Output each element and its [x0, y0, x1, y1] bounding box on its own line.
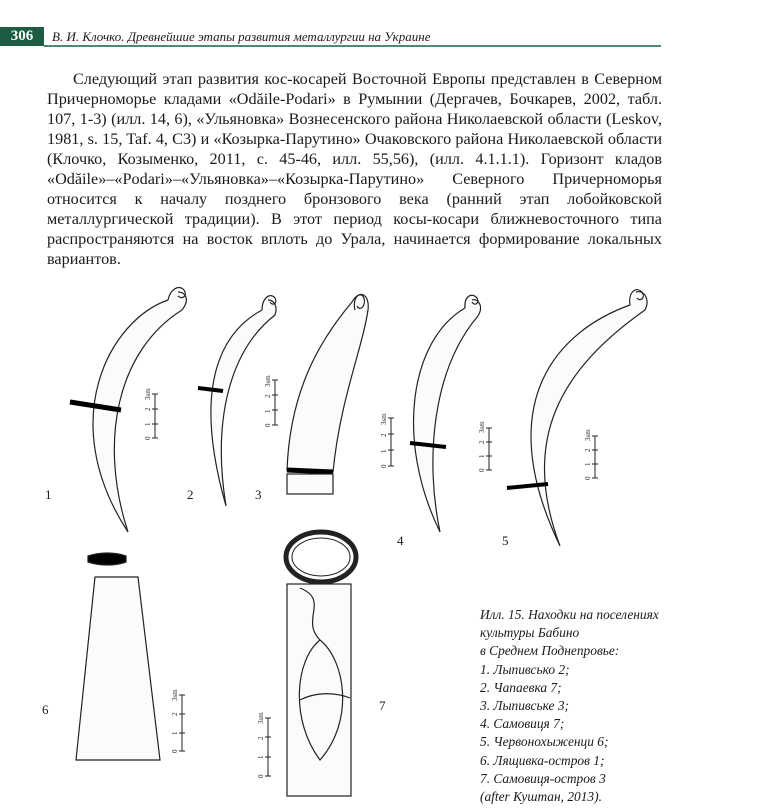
- axe-6-drawing: [76, 553, 160, 760]
- header-rule: [44, 45, 661, 47]
- scale-label: 2: [264, 394, 272, 398]
- scale-label: 3sm: [171, 689, 179, 701]
- scale-label: 1: [478, 454, 486, 458]
- scale-label: 3sm: [257, 712, 265, 724]
- socket-7-drawing: [286, 532, 356, 796]
- scale-label: 0: [584, 476, 592, 480]
- scale-label: 1: [171, 731, 179, 735]
- caption-line: 4. Самовиця 7;: [480, 716, 565, 732]
- caption-line: Илл. 15. Находки на поселениях: [480, 607, 659, 622]
- scale-label: 3sm: [144, 388, 152, 400]
- scale-label: 0: [144, 436, 152, 440]
- scale-label: 1: [584, 462, 592, 466]
- scale-label: 2: [144, 407, 152, 411]
- figure-label-2: 2: [187, 487, 194, 502]
- scale-label: 3sm: [584, 429, 592, 441]
- caption-line: 5. Червонохыженци 6;: [480, 734, 609, 750]
- running-title: В. И. Клочко. Древнейшие этапы развития металлургии на Украине: [52, 29, 431, 44]
- scale-label: 2: [478, 440, 486, 444]
- scale-label: 0: [380, 464, 388, 468]
- figure-label-7: 7: [379, 698, 386, 713]
- scale-label: 0: [478, 468, 486, 472]
- scale-label: 1: [264, 409, 272, 413]
- figure-label-3: 3: [255, 487, 262, 502]
- sickle-2-drawing: [198, 296, 276, 506]
- figure-label-5: 5: [502, 533, 509, 548]
- scale-label: 0: [257, 774, 265, 778]
- sickle-1-drawing: [70, 288, 186, 532]
- caption-line: (after Куштан, 2013).: [480, 789, 602, 805]
- caption-line: 7. Самовиця-остров 3: [480, 770, 606, 786]
- paragraph: Следующий этап развития кос-косарей Восточной Европы представлен в Северном Причерноморье кладами «Odăile-Podari» в Румынии (Дергачев, Бочкарев, 2002, табл. 107, 1-3) (илл. 14, 6), «Ульяновка» Вознесенского района Николаевской области (Leskov, 1981, s. 15, Taf. 4, C3) и «Козырка-Парутино» Очаковского района Николаевской области (Клочко, Козыменко, 2011, с. 45-46, илл. 55,56), (илл. 4.1.1.1). Горизонт кладов «Odăile»–«Podari»–«Ульяновка»–«Козырка-Парутино» Северного Причерноморья относится к началу позднего бронзового века (ранний этап лобойковской металлургической традиции). В этот период косы-косари ближневосточного типа распространяются на восток вплоть до Урала, начинается формирование локальных вариантов.: [47, 70, 662, 268]
- scale-label: 1: [257, 755, 265, 759]
- sickle-4-drawing: [410, 295, 480, 532]
- figure-label-1: 1: [45, 487, 52, 502]
- scale-label: 2: [171, 712, 179, 716]
- scale-label: 1: [380, 449, 388, 453]
- figure-label-4: 4: [397, 533, 404, 548]
- scale-label: 0: [171, 749, 179, 753]
- caption-line: 6. Лящивка-остров 1;: [480, 752, 605, 768]
- scale-label: 3sm: [264, 375, 272, 387]
- caption-line: культуры Бабино: [480, 625, 580, 641]
- scale-label: 3sm: [380, 413, 388, 425]
- scale-label: 2: [380, 433, 388, 437]
- caption-line: 3. Лыпивське 3;: [480, 698, 569, 714]
- figure-caption: [480, 606, 659, 806]
- scale-label: 3sm: [478, 421, 486, 433]
- body-text: [47, 69, 662, 269]
- scale-label: 2: [257, 736, 265, 740]
- figure-label-6: 6: [42, 702, 49, 717]
- caption-line: 1. Лыпивсько 2;: [480, 661, 570, 677]
- sickle-5-drawing: [507, 290, 647, 546]
- caption-line: 2. Чапаевка 7;: [480, 679, 562, 695]
- scale-label: 2: [584, 448, 592, 452]
- sickle-3-drawing: [287, 294, 368, 494]
- page-number: 306: [0, 27, 44, 46]
- figure-illustration: [0, 250, 782, 810]
- scale-label: 0: [264, 423, 272, 427]
- caption-line: в Среднем Поднепровье:: [480, 643, 620, 659]
- scale-label: 1: [144, 422, 152, 426]
